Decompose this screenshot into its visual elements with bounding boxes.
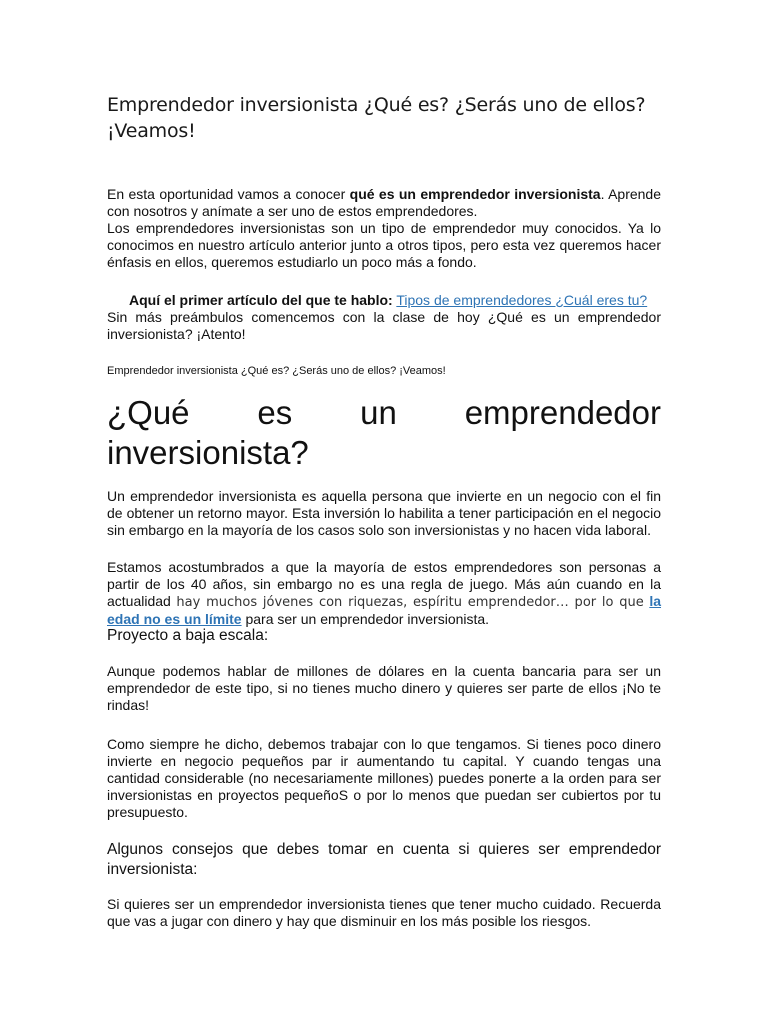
work-paragraph: Como siempre he dicho, debemos trabajar con lo que tengamos. Si tienes poco dinero invierte en negocio pequeños par ir aumentando tu capital. Y cuando tengas una cantidad considerable (no necesariamente millones) puedes ponerte a la orden para ser inversionistas en proyectos pequeñoS o por lo menos que puedan ser cubiertos por tu presupuesto.	[107, 736, 661, 820]
age-text-end: para ser un emprendedor inversionista.	[241, 611, 490, 627]
section-heading-line2: inversionista?	[107, 434, 309, 471]
document-title: Emprendedor inversionista ¿Qué es? ¿Serás uno de ellos? ¡Veamos!	[107, 94, 646, 142]
small-caption: Emprendedor inversionista ¿Qué es? ¿Serás uno de ellos? ¡Veamos!	[107, 365, 446, 377]
definition-paragraph: Un emprendedor inversionista es aquella persona que invierte en un negocio con el fin de obtener un retorno mayor. Esta inversión lo habilita a tener participación en el negocio sin embargo en la mayoría de los casos solo son inversionistas y no hacen vida laboral.	[107, 488, 661, 538]
subheading-advice: Algunos consejos que debes tomar en cuenta si quieres ser emprendedor inversionista:	[107, 841, 661, 878]
tipos-emprendedores-link[interactable]: Tipos de emprendedores ¿Cuál eres tu?	[396, 292, 648, 308]
age-text-start: Estamos acostumbrados a que la mayoría de estos emprendedores son personas a partir de los 40 años, sin embargo no es una regla de juego. Más aún cuando en la actualidad	[107, 559, 661, 609]
age-text-middle: hay muchos jóvenes con riquezas, espíritu emprendedor… por lo que	[176, 595, 644, 610]
care-paragraph: Si quieres ser un emprendedor inversionista tienes que tener mucho cuidado. Recuerda que vas a jugar con dinero y hay que disminuir en los más posible los riesgos.	[107, 896, 661, 929]
intro-bold-phrase: qué es un emprendedor inversionista	[349, 186, 601, 202]
section-heading	[107, 393, 661, 473]
intro-text-end: . Aprende con nosotros y anímate a ser uno de estos emprendedores.	[107, 186, 662, 219]
heading-word: emprendedor	[464, 394, 661, 431]
heading-word: es	[257, 394, 293, 431]
section-heading-line1	[107, 393, 661, 433]
heading-word: un	[360, 394, 397, 431]
intro-text-start: En esta oportunidad vamos a conocer	[107, 186, 350, 202]
subheading-project: Proyecto a baja escala:	[107, 627, 269, 644]
intro-second-sentence: Los emprendedores inversionistas son un tipo de emprendedor muy conocidos. Ya lo conocimos en nuestro artículo anterior junto a otros tipos, pero esta vez queremos hacer énfasis en ellos, queremos estudiarlo un poco más a fondo.	[107, 220, 661, 270]
heading-word: ¿Qué	[107, 394, 190, 431]
reference-paragraph	[107, 292, 661, 343]
age-paragraph	[107, 559, 661, 628]
millions-paragraph: Aunque podemos hablar de millones de dólares en la cuenta bancaria para ser un emprendedor de este tipo, si no tienes mucho dinero y quieres ser parte de ellos ¡No te rindas!	[107, 663, 661, 713]
reference-follow-text: Sin más preámbulos comencemos con la clase de hoy ¿Qué es un emprendedor inversionista? ¡Atento!	[107, 309, 661, 342]
edad-limite-link[interactable]: la edad no es un límite	[107, 593, 662, 627]
intro-paragraph	[107, 186, 661, 271]
reference-lead: Aquí el primer artículo del que te hablo:	[129, 292, 393, 308]
